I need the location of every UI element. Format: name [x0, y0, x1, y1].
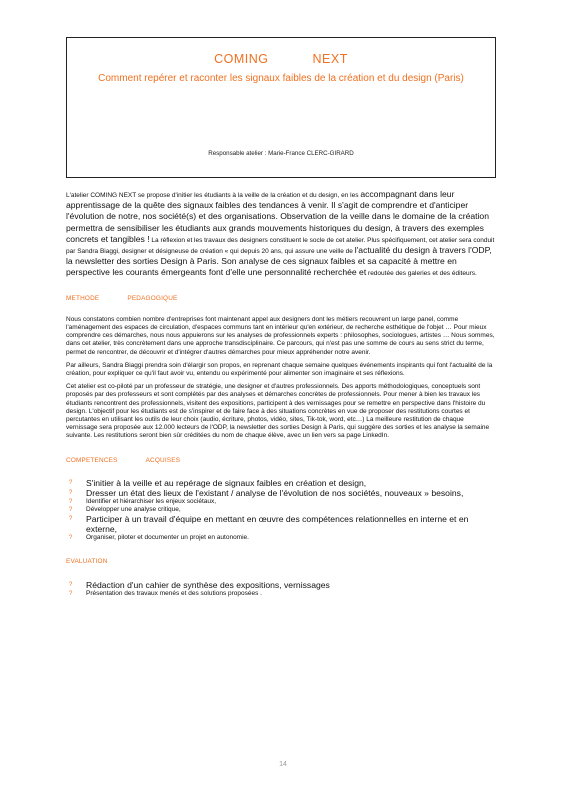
list-item: ? Présentation des travaux menés et des solutions proposées . [66, 590, 496, 598]
section-heading-methode: METHODE PEDAGOGIQUE [66, 294, 178, 302]
intro-line-f: redoutée des galeries et des éditeurs. [368, 270, 477, 278]
intro-line-e: l'actualité du design à travers l'ODP, la newsletter des sorties Design à Paris. Son analyse de ces signaux faibles et sa capacité à mettre en perspective les courants émergeants font d'elle une personnalité recherchée et [66, 245, 492, 278]
section-heading-competences: COMPETENCES ACQUISES [66, 456, 181, 464]
methode-paragraph-3: Cet atelier est co-piloté par un professeur de stratégie, une designer et d'autres professionnels. Des apports méthodologiques, conceptuels sont proposés par des professeurs et sont complétés par des analyses et démarches concrètes de professionnels. Pour mener à bien les travaux les étudiants rencontrent des professionnels, visitent des expositions, participent à des vernissages pour se remettre en perspective dans l'histoire du design. L'objectif pour les étudiants est de s'inspirer et de faire face à des situations concrètes en vue de proposer des restitutions courtes et percutantes en utilisant les outils de leur choix (audio, écriture, photos, vidéo, sites, Tik-tok, word, etc…) La meilleure restitution de chaque vernissage sera proposée aux 12.000 lecteurs de l'ODP, la newsletter des sorties Design à Paris, qui suggère des sorties et les analyse la semaine suivante. Les restitutions seront bien sûr créditées du nom de chaque élève, avec un lien vers sa page LinkedIn. [66, 383, 490, 440]
header-subtitle: Comment repérer et raconter les signaux faibles de la création et du design (Paris) [98, 73, 464, 84]
header-box [66, 37, 496, 178]
list-item: ? Rédaction d'un cahier de synthèse des expositions, vernissages [66, 580, 496, 590]
intro-line-c: comprendre et d'anticiper l'évolution de notre, nos société(s) et des organisations. Observation de la veille dans le domaine de la création permettra de sensibiliser les étudiants aux grands mouvements historiques du design, à travers des exemples concrets et tangibles ! [66, 200, 489, 244]
header-responsible: Responsable atelier : Marie-France CLERC-GIRARD [208, 150, 354, 157]
list-item: ? Dresser un état des lieux de l'existant / analyse de l'évolution de nos sociétés, nouveaux » besoins, [66, 488, 496, 498]
competences-list [66, 478, 496, 543]
list-item: ? Organiser, piloter et documenter un projet en autonomie. [66, 534, 496, 542]
intro-line-a: L'atelier COMING NEXT se propose d'initier les étudiants à la veille de la création et du design, en les [66, 192, 359, 199]
methode-paragraph-2: Par ailleurs, Sandra Biaggi prendra soin d'élargir son propos, en reprenant chaque semaine quelques événements inspirants qui font l'actualité de la création, pour expliquer ce qu'il faut avoir vu, entendu ou expérimenté pour alimenter son imaginaire et ses réflexions. [66, 361, 493, 378]
intro-line-b: accompagnant dans leur apprentissage de la quête des signaux faibles des tendances à venir. Il s'agit de [66, 189, 455, 211]
header-title [67, 52, 495, 66]
evaluation-list [66, 580, 496, 598]
intro-paragraph-1 [66, 189, 496, 279]
title-coming: COMING [214, 52, 269, 66]
list-item: ? Participer à un travail d'équipe en mettant en œuvre des compétences relationnelles en interne et en externe, [66, 514, 496, 534]
list-item: ? Développer une analyse critique, [66, 506, 496, 514]
methode-paragraph-1: Nous constatons combien nombre d'entreprises font maintenant appel aux designers dont les métiers recouvrent un large panel, comme l'aménagement des espaces de circulation, d'espaces communs tant en intérieur qu'en extérieur, de recherche esthétique de l'objet … Pour mieux comprendre ces démarches, nous nous appuierons sur les analyses de professionnels experts : philosophes, sociologues, artistes … Nous sommes, dans cet atelier, très concrètement dans une approche transdisciplinaire. Ce parcours, qui n'est pas une somme de cours au sens strict du terme, permet de rencontrer, de découvrir et d'intégrer d'autres démarches pour mieux appréhender notre avenir. [66, 315, 495, 356]
document-body [66, 189, 496, 598]
intro-line-d: La réflexion et les travaux des designers constituent le socle de cet atelier. Plus spécifiquement, cet atelier sera conduit par Sandra Biaggi, designer et désigneuse de création « qui depuis 20 ans, qui assure une veille de [66, 236, 495, 256]
list-item: ? S'initier à la veille et au repérage de signaux faibles en création et design, [66, 478, 496, 488]
section-heading-evaluation: EVALUATION [66, 558, 108, 566]
list-item: ? Identifier et hiérarchiser les enjeux sociétaux, [66, 498, 496, 506]
title-next: NEXT [312, 52, 348, 66]
page-number: 14 [279, 761, 287, 768]
